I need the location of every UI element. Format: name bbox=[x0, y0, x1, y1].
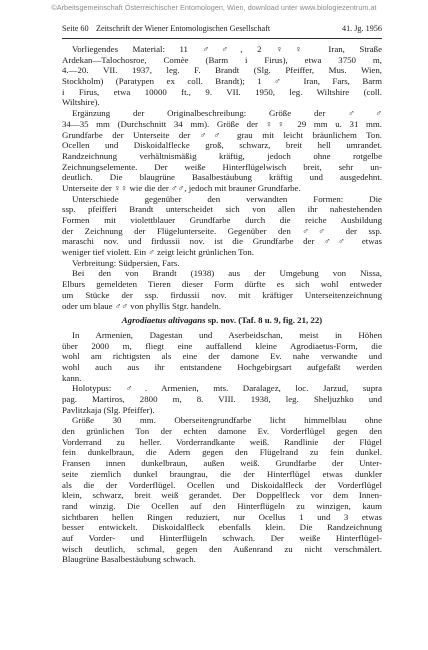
text-line: pag. Martiros, 2800 m, 8. VIII. 1938, leg. Sheljuzhko und bbox=[62, 394, 382, 404]
text-line: besser entwickelt. Diskoidalfleck ebenfalls klein. Die Randzeichnung bbox=[62, 522, 382, 533]
species-name: Agrodiaetus altivagans bbox=[121, 315, 206, 326]
text-line: sichtbaren hellen Ringen reduziert, nur Ocellus 1 und 3 etwas bbox=[62, 511, 382, 522]
text-line: Stockholm) (Paratypen ex coll. Brandt); 1 ♂ Iran, Fars, Barm bbox=[62, 76, 382, 87]
text-line: über 2000 m, fliegt eine auffallend kleine Agrodiaetus-Form, die bbox=[62, 340, 382, 351]
text-line: Verbreitung: Südpersien, Fars. bbox=[72, 257, 180, 268]
text-line: Holotypus: ♂. Armenien, mts. Daralagez, loc. Jarzud, supra bbox=[72, 383, 382, 394]
text-line: Elburs gemeldeten Tieren dieser Form dürfte es sich wohl entweder bbox=[62, 279, 382, 290]
text-line: Wiltshire). bbox=[62, 97, 100, 108]
header-rule bbox=[62, 38, 382, 39]
text-line: den grünlichen Ton der echten damone Ev. Vorderflügel gegen den bbox=[62, 426, 382, 437]
text-line: Ardekan—Talochosroe, Comèe (Barm i Firus), etwa 3750 m, bbox=[62, 54, 382, 65]
text-line: Formen mit violettblauer Grundfarbe durch die reiche Ausbildung bbox=[62, 215, 382, 225]
text-line: Unterschiede gegenüber den verwandten Formen: Die bbox=[72, 193, 382, 204]
journal-title: Zeitschrift der Wiener Entomologischen Gesellschaft bbox=[96, 24, 271, 33]
page-number: Seite 60 bbox=[62, 24, 89, 33]
text-line: auf Vorder- und Hinterflügeln schwach. Der weiße Hinterflügel- bbox=[62, 532, 382, 543]
text-line: ssp. pfeifferi Brandt unterscheidet sich von allen ihr nahestehenden bbox=[62, 204, 382, 215]
text-line: Blaugrüne Basalbestäubung schwach. bbox=[62, 554, 196, 565]
text-line: Bei den von Brandt (1938) aus der Umgebung von Nissa, bbox=[72, 268, 382, 279]
running-header bbox=[62, 24, 382, 36]
text-line: Ocellen und Diskoidalflecke groß, schwarz, breit hell umrandet. bbox=[62, 140, 382, 151]
text-line: um Stücke der ssp. firdussii nov. mit kräftiger Unterseitenzeichnung bbox=[62, 289, 382, 300]
text-line: 4.—20. VII. 1937, leg. F. Brandt (Slg. Pfeiffer, Mus. Wien, bbox=[62, 65, 382, 76]
text-line: deutlich. Die blaugrüne Basalbestäubung kräftig und ausgedehnt. bbox=[62, 172, 382, 183]
text-line: Größe 30 mm. Oberseitengrundfarbe licht himmelblau ohne bbox=[72, 415, 382, 426]
text-line: Grundfarbe der Unterseite der ♂♂ grau mit leicht bräunlichem Ton. bbox=[62, 129, 382, 140]
text-line: wohl auch aus ihr entstandene Hochgebirgsart aufgefaßt werden bbox=[62, 361, 382, 372]
text-line: Vorliegendes Material: 11 ♂♂, 2 ♀♀ Iran, Straße bbox=[72, 44, 382, 54]
volume-year: 41. Jg. 1956 bbox=[341, 24, 382, 33]
text-line: wohl am richtigsten als eine der damone Ev. nahe verwandte und bbox=[62, 351, 382, 362]
text-line: der Zeichnung der Flügelunterseite. Gegenüber den ♂♂ der ssp. bbox=[62, 225, 382, 236]
text-line: Unterseite der ♀♀ wie die der ♂♂, jedoch mit brauner Grundfarbe. bbox=[62, 182, 301, 193]
text-line: 34—35 mm (Durchschnitt 34 mm). Größe der ♀♀ 29 mm u. 31 mm. bbox=[62, 118, 382, 129]
text-line: Pavlitzkaja (Slg. Pfeiffer). bbox=[62, 404, 155, 415]
text-line: Zeichnungselemente. Der weiße Hinterflügelwisch breit, sehr un- bbox=[62, 161, 382, 172]
species-note: sp. nov. (Taf. 8 u. 9, fig. 21, 22) bbox=[205, 315, 323, 326]
text-line: oder um blaue ♂♂ von phyllis Stgr. handeln. bbox=[62, 300, 221, 311]
section-heading bbox=[62, 315, 382, 326]
text-line: i Firus, etwa 10000 ft., 9. VII. 1950, leg. Wiltshire (coll. bbox=[62, 86, 382, 97]
text-line: als die der Vorderflügel. Ocellen und Diskoidalfleck der Vorderflügel bbox=[62, 479, 382, 490]
text-line: Randzeichnung verhältnismäßig kräftig, jedoch ohne rotgelbe bbox=[62, 150, 382, 161]
text-line: maraschi nov. und firdussii nov. ist die Grundfarbe der ♂♂ etwas bbox=[62, 236, 382, 247]
text-line: In Armenien, Dagestan und Aserbeidschan, meist in Höhen bbox=[72, 329, 382, 340]
text-line: rand winzig. Die Ocellen auf den Hinterflügeln zu winzigen, kaum bbox=[62, 500, 382, 511]
page-body bbox=[62, 44, 382, 565]
text-line: Fransen innen dunkelbraun, außen weiß. Grundfarbe der Unter- bbox=[62, 458, 382, 469]
text-line: klein, schwarz, breit weiß gerandet. Der Doppelfleck vor dem Innen- bbox=[62, 490, 382, 501]
text-line: Ergänzung der Originalbeschreibung: Größe der ♂♂ bbox=[72, 108, 382, 119]
text-line: fein dunkelbraun, die Adern gegen den Flügelrand zu fein dunkel. bbox=[62, 447, 382, 458]
text-line: weniger tief violett. Ein ♂ zeigt leicht grünlichen Ton. bbox=[62, 247, 255, 258]
text-line: Vorderrand zu heller. Vorderrandkante weiß. Randlinie der Flügel bbox=[62, 436, 382, 447]
text-line: kann. bbox=[62, 372, 82, 383]
text-line: seite ziemlich dunkel braungrau, die der Hinterflügel etwas dunkler bbox=[62, 468, 382, 479]
copyright-watermark: ©Arbeitsgemeinschaft Österreichischer Entomologen, Wien, download unter www.biologiezentrum.at bbox=[51, 3, 377, 12]
text-line: wisch deutlich, schmal, gegen den Außenrand zu nicht verschmälert. bbox=[62, 543, 382, 554]
